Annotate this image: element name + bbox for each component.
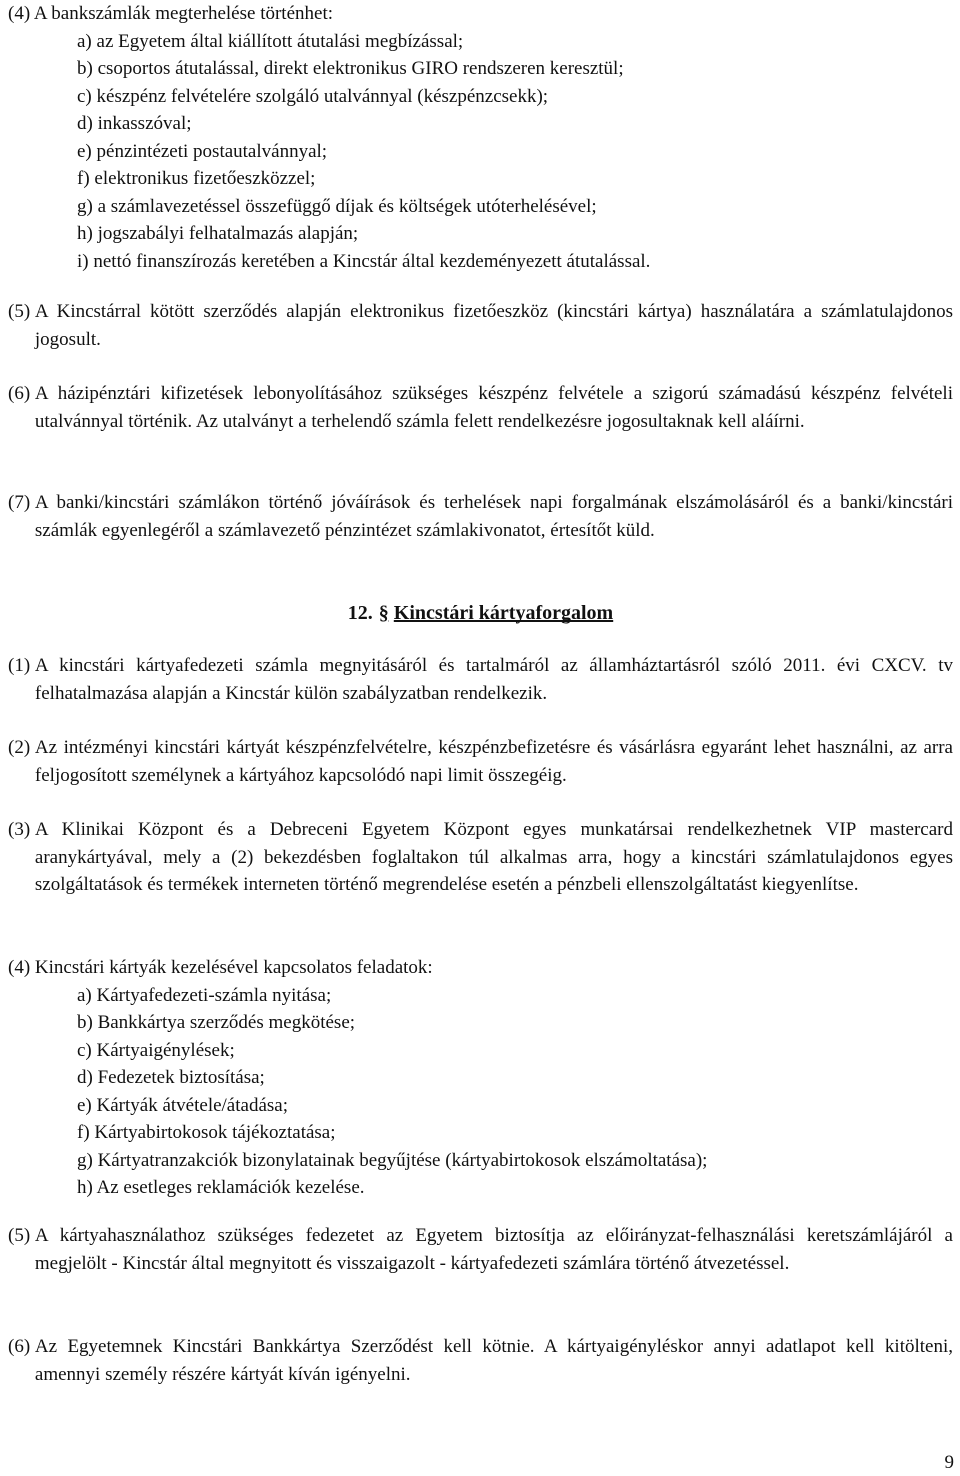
- para-top-4: [8, 0, 953, 275]
- para-12-2: [8, 734, 953, 789]
- list-item: [8, 1037, 953, 1065]
- list-item: [8, 1064, 953, 1092]
- item-mark: i): [77, 250, 89, 272]
- para-text: A Klinikai Központ és a Debreceni Egyetem Központ egyes munkatársai rendelkezhetnek VIP mastercard aranykártyával, mely a (2) bekezdésben foglaltakon túl alkalmas arra, hogy a kincstári számlatulajdonos egyes szolgáltatások és termékek interneten történő megrendelése esetén a pénzbeli ellenszolgáltatást kiegyenlítse.: [34, 819, 953, 895]
- item-mark: d): [77, 113, 93, 134]
- item-mark: c): [77, 85, 92, 107]
- para-12-4-intro: [8, 954, 953, 982]
- item-text: Fedezetek biztosítása;: [97, 1067, 265, 1088]
- para-12-3: [8, 816, 953, 899]
- list-item: [8, 982, 953, 1010]
- item-mark: c): [77, 1039, 92, 1061]
- para-number: (5): [8, 301, 31, 322]
- item-text: elektronikus fizetőeszközzel;: [94, 168, 316, 189]
- para-text: A házipénztári kifizetések lebonyolításához szükséges készpénz felvétele a szigorú számadású készpénz felvételi utalvánnyal történik. Az utalványt a terhelendő számla felett rendelkezésre jogosultaknak kell aláírni.: [34, 383, 953, 432]
- item-mark: e): [77, 1094, 92, 1116]
- section-sign: §: [378, 602, 389, 624]
- para-12-5: [8, 1222, 953, 1277]
- item-mark: b): [77, 1012, 93, 1033]
- list-item: [8, 1147, 953, 1175]
- item-text: a számlavezetéssel összefüggő díjak és költségek utóterhelésével;: [97, 195, 597, 217]
- list-item: [8, 138, 953, 166]
- item-text: az Egyetem által kiállított átutalási megbízással;: [96, 30, 464, 52]
- item-text: pénzintézeti postautalvánnyal;: [96, 140, 328, 162]
- item-mark: a): [77, 30, 92, 52]
- para-top-7: [8, 489, 953, 544]
- item-text: Kártyabirtokosok tájékoztatása;: [94, 1122, 336, 1143]
- list-item: [8, 1009, 953, 1037]
- list-item: [8, 28, 953, 56]
- item-mark: e): [77, 140, 92, 162]
- list-item: [8, 1174, 953, 1202]
- list-item: [8, 193, 953, 221]
- item-mark: b): [77, 58, 93, 79]
- para-text: A kártyahasználathoz szükséges fedezetet az Egyetem biztosítja az előirányzat-felhasználási keretszámlájáról a megjelölt - Kincstár által megnyitott és visszaigazolt - kártyafedezeti számlára történő átvezetéssel.: [34, 1225, 953, 1274]
- item-text: Bankkártya szerződés megkötése;: [97, 1012, 356, 1033]
- item-text: Kártyatranzakciók bizonylatainak begyűjtése (kártyabirtokosok elszámoltatása);: [97, 1149, 708, 1171]
- list-item: [8, 110, 953, 138]
- item-mark: h): [77, 223, 93, 244]
- para-number: (2): [8, 737, 31, 758]
- para-12-4-list: [8, 982, 953, 1202]
- para-top-6: [8, 380, 953, 435]
- list-item: [8, 1119, 953, 1147]
- item-text: Az esetleges reklamációk kezelése.: [96, 1177, 365, 1198]
- para-top-5: [8, 298, 953, 353]
- section-number: 12.: [347, 602, 373, 624]
- para-number: (6): [8, 1336, 31, 1357]
- section-heading: [8, 599, 953, 627]
- section-title: Kincstári kártyaforgalom: [393, 602, 614, 624]
- page-number: 9: [944, 1452, 954, 1473]
- para-top-4-list: [8, 28, 953, 276]
- para-number: (1): [8, 655, 31, 676]
- para-text: Az Egyetemnek Kincstári Bankkártya Szerződést kell kötnie. A kártyaigényléskor annyi adatlapot kell kitölteni, amennyi személy részére kártyát kíván igényelni.: [34, 1336, 953, 1385]
- para-top-4-intro: [8, 0, 953, 28]
- item-mark: f): [77, 1122, 90, 1143]
- para-number: (7): [8, 492, 31, 513]
- item-mark: f): [77, 168, 90, 189]
- para-text: A Kincstárral kötött szerződés alapján elektronikus fizetőeszköz (kincstári kártya) használatára a számlatulajdonos jogosult.: [34, 301, 953, 350]
- item-mark: d): [77, 1067, 93, 1088]
- para-text: A bankszámlák megterhelése történhet:: [33, 3, 333, 24]
- para-text: Kincstári kártyák kezelésével kapcsolatos feladatok:: [34, 957, 433, 978]
- list-item: [8, 83, 953, 111]
- para-12-6: [8, 1333, 953, 1388]
- item-text: Kártyafedezeti-számla nyitása;: [96, 984, 332, 1006]
- para-number: (6): [8, 383, 31, 404]
- item-text: csoportos átutalással, direkt elektronikus GIRO rendszeren keresztül;: [97, 58, 624, 79]
- item-mark: h): [77, 1177, 93, 1198]
- para-text: A kincstári kártyafedezeti számla megnyitásáról és tartalmáról az államháztartásról szóló 2011. évi CXCV. tv felhatalmazása alapján a Kincstár külön szabályzatban rendelkezik.: [34, 655, 953, 704]
- item-mark: g): [77, 195, 93, 217]
- para-number: (4): [8, 957, 31, 978]
- para-12-1: [8, 652, 953, 707]
- list-item: [8, 1092, 953, 1120]
- list-item: [8, 55, 953, 83]
- para-12-4: [8, 954, 953, 1202]
- item-text: Kártyaigénylések;: [96, 1039, 235, 1061]
- item-text: jogszabályi felhatalmazás alapján;: [97, 223, 359, 244]
- list-item: [8, 248, 953, 276]
- item-mark: a): [77, 984, 92, 1006]
- para-text: Az intézményi kincstári kártyát készpénzfelvételre, készpénzbefizetésre és vásárlásra egyaránt lehet használni, az arra feljogosított személynek a kártyához kapcsolódó napi limit összegéig.: [34, 737, 953, 786]
- item-text: nettó finanszírozás keretében a Kincstár által kezdeményezett átutalással.: [93, 250, 651, 272]
- list-item: [8, 220, 953, 248]
- para-number: (4): [8, 3, 31, 24]
- item-text: Kártyák átvétele/átadása;: [96, 1094, 288, 1116]
- para-number: (3): [8, 819, 31, 840]
- para-number: (5): [8, 1225, 31, 1246]
- item-text: készpénz felvételére szolgáló utalvánnyal (készpénzcsekk);: [96, 85, 549, 107]
- item-mark: g): [77, 1149, 93, 1171]
- list-item: [8, 165, 953, 193]
- para-text: A banki/kincstári számlákon történő jóváírások és terhelések napi forgalmának elszámolásáról és a banki/kincstári számlák egyenlegéről a számlavezető pénzintézet számlakivonatot, értesítőt küld.: [34, 492, 953, 541]
- item-text: inkasszóval;: [97, 113, 192, 134]
